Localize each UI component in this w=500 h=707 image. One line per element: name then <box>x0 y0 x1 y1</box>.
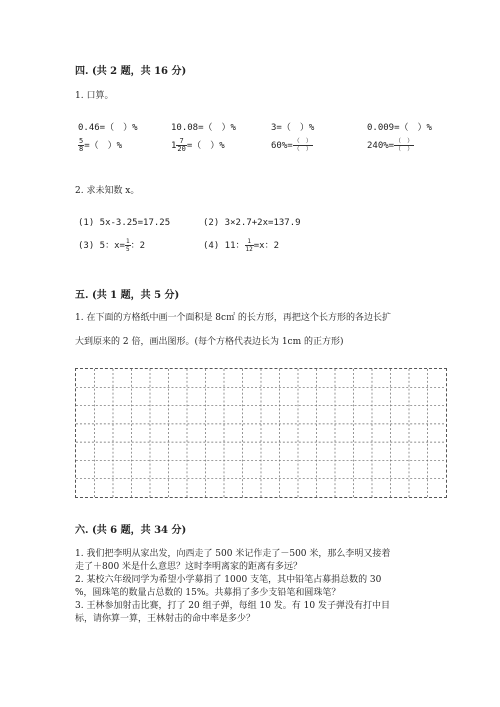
question-4-2-label: 2. 求未知数 x。 <box>75 186 140 196</box>
section-4-title: 四. (共 2 题，共 16 分) <box>75 66 187 77</box>
problem-line: 1. 我们把李明从家出发，向西走了 500 米记作走了－500 米，那么李明又接着 <box>75 549 391 559</box>
problem-line: 2. 某校六年级同学为希望小学募捐了 1000 支笔，其中铅笔占募捐总数的 30 <box>75 575 382 585</box>
section-6-title: 六. (共 6 题，共 34 分) <box>75 525 187 536</box>
calc-item-percent: 60%= $\frac{( )}{( )}$ <box>271 138 312 153</box>
calc-item: 3=（ ）% <box>271 123 315 133</box>
fraction: $\frac{5}{8}$ <box>79 137 84 153</box>
equation-item: (2) 3×2.7+2x=137.9 <box>203 218 301 228</box>
grid-paper <box>75 368 447 498</box>
equation-item: (1) 5x-3.25=17.25 <box>78 218 171 228</box>
fraction: $\frac{7}{20}$ <box>177 137 186 153</box>
problem-line: 标，请你算一算，王林射击的命中率是多少？ <box>75 614 256 624</box>
calc-item: 0.009=（ ）% <box>367 123 432 133</box>
fraction: $\frac{1}{5}$ <box>125 238 130 253</box>
fraction: $\frac{1}{12}$ <box>245 238 253 253</box>
question-5-1-line: 1. 在下面的方格纸中画一个面积是 8c㎡ 的长方形，再把这个长方形的各边长扩 <box>75 313 391 323</box>
blank-fraction: $\frac{( )}{( )}$ <box>293 138 312 153</box>
equation-item: (4) 11： $\frac{1}{12}$ =x：2 <box>203 238 280 253</box>
calc-item: 10.08=（ ）% <box>171 123 236 133</box>
equation-item: (3) 5：x= $\frac{1}{5}$ ：2 <box>78 238 145 253</box>
calc-item-fraction: $\frac{5}{8}$ =（ ）% <box>79 137 123 153</box>
section-5-title: 五. (共 1 题，共 5 分) <box>75 290 180 301</box>
question-4-1-label: 1. 口算。 <box>75 91 114 101</box>
calc-item: 0.46=（ ）% <box>78 123 138 133</box>
calc-item-percent: 240%= $\frac{( )}{( )}$ <box>367 138 414 153</box>
problem-line: 走了＋800 米是什么意思？这时李明离家的距离有多远？ <box>75 562 303 572</box>
calc-item-mixed-number: 1 $\frac{7}{20}$ =（ ）% <box>171 137 225 153</box>
question-5-1-line: 大到原来的 2 倍，画出图形。(每个方格代表边长为 1cm 的正方形) <box>75 337 344 347</box>
blank-fraction: $\frac{( )}{( )}$ <box>395 138 414 153</box>
problem-line: %，圆珠笔的数量占总数的 15%。共募捐了多少支铅笔和圆珠笔？ <box>75 588 341 598</box>
problem-line: 3. 王林参加射击比赛，打了 20 组子弹，每组 10 发。有 10 发子弹没有打中目 <box>75 601 390 611</box>
